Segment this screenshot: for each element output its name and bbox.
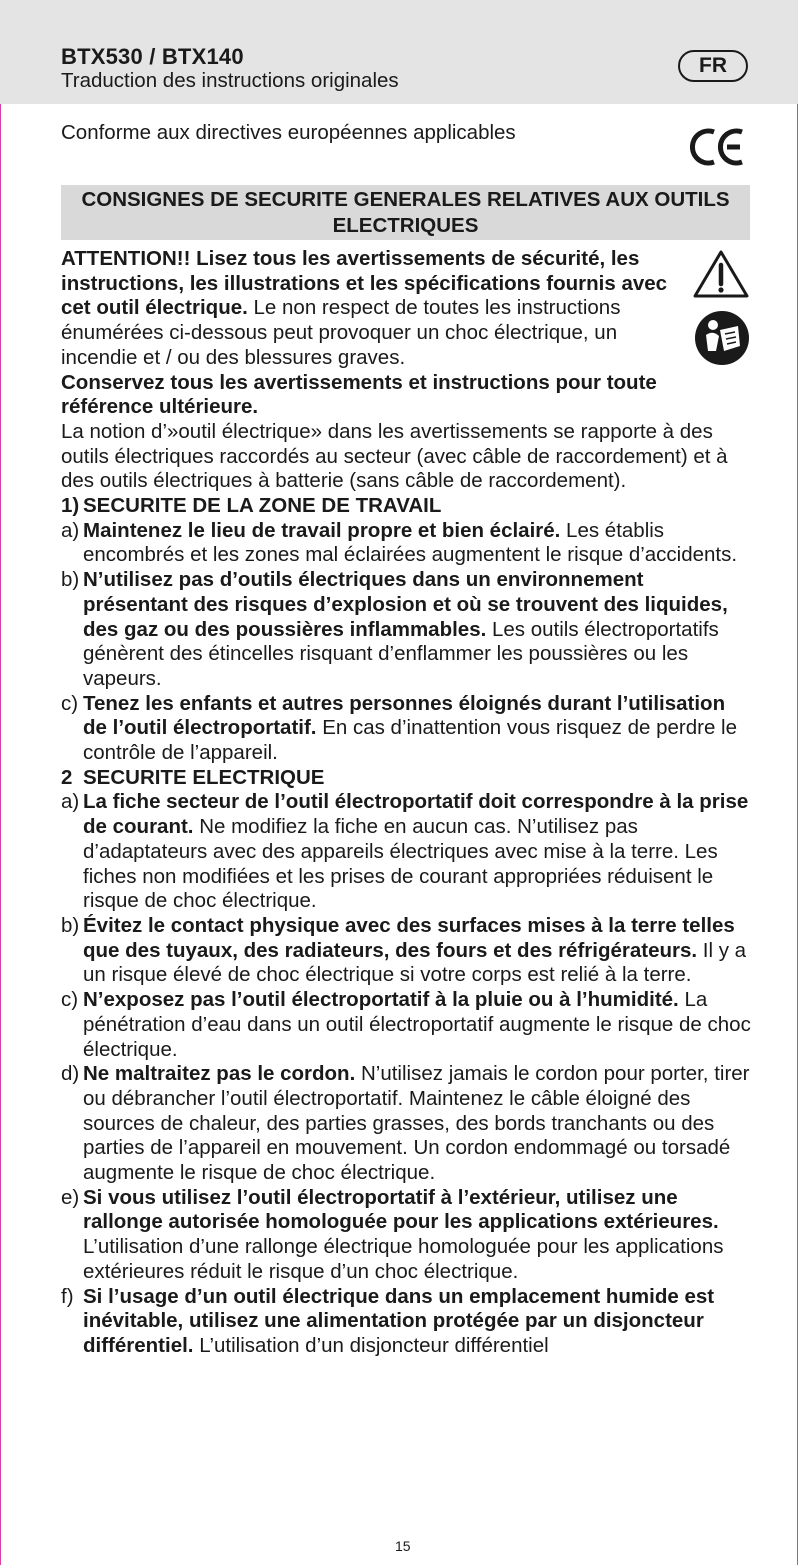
item-text: [83, 914, 751, 988]
item-bold: N’utilisez pas d’outils électriques dans un environnement présentant des risques d’explosion et où se trouvent des liquides, des gaz ou des poussières inflammables.: [83, 568, 728, 641]
section-heading: [61, 766, 751, 791]
item-marker: b): [61, 913, 80, 937]
item-body: Les établis encombrés et les zones mal éclairées augmentent le risque d’accidents.: [83, 518, 738, 567]
instructions-body: [61, 247, 751, 1359]
page-edge-left: [0, 0, 1, 1565]
item-bold: Ne maltraitez pas le cordon.: [83, 1062, 356, 1086]
item-bold: Évitez le contact physique avec des surfaces mises à la terre telles que des tuyaux, des radiateurs, des fours et des réfrigérateurs.: [83, 913, 735, 962]
page-number: 15: [395, 1538, 411, 1554]
item-marker: a): [61, 518, 80, 542]
section-heading-title: SECURITE ELECTRIQUE: [83, 765, 325, 789]
item-body: L’utilisation d’une rallonge électrique homologuée pour les applications extérieures réduit le risque d’un choc électrique.: [83, 1235, 724, 1283]
item-bold: Maintenez le lieu de travail propre et bien éclairé.: [83, 518, 561, 542]
list-item: [61, 692, 751, 766]
list-item: [61, 790, 751, 914]
list-item: [61, 519, 751, 568]
item-body: L’utilisation d’un disjoncteur différentiel: [193, 1333, 549, 1357]
item-bold: La fiche secteur de l’outil électroportatif doit correspondre à la prise de courant.: [83, 790, 749, 839]
item-body: N’utilisez jamais le cordon pour porter, tirer ou débrancher l’outil électroportatif. Maintenez le câble éloigné des sources de chaleur, des parties grasses, des bords tranchants ou des parties de l’appareil en mouvement. Un cordon endommagé ou torsadé augmente le risque de choc électrique.: [83, 1062, 750, 1185]
header-band: [0, 0, 798, 104]
item-text: [83, 1285, 751, 1359]
item-bold: Tenez les enfants et autres personnes éloignés durant l’utilisation de l’outil électroportatif.: [83, 691, 726, 740]
list-item: [61, 914, 751, 988]
subtitle: Traduction des instructions originales: [61, 69, 399, 92]
item-bold: Si vous utilisez l’outil électroportatif à l’extérieur, utilisez une rallonge autorisée homologuée pour les applications extérieures.: [83, 1185, 719, 1234]
item-body: La pénétration d’eau dans un outil électroportatif augmente le risque de choc électrique.: [83, 988, 751, 1061]
item-body: Les outils électroportatifs génèrent des étincelles risquant d’enflammer les poussières ou les vapeurs.: [83, 617, 719, 690]
item-body: Ne modifiez la fiche en aucun cas. N’utilisez pas d’adaptateurs avec des appareils électriques avec mise à la terre. Les fiches non modifiées et les prises de courant appropriées réduisent le risque de choc électrique.: [83, 815, 718, 913]
section-number: 1): [61, 494, 80, 518]
item-marker: d): [61, 1062, 80, 1086]
warning-text: Le non respect de toutes les instructions énumérées ci-dessous peut provoquer un choc électrique, un incendie et / ou des blessures graves.: [61, 296, 621, 369]
section-title: CONSIGNES DE SECURITE GENERALES RELATIVES AUX OUTILS ELECTRIQUES: [61, 185, 750, 240]
list-item: [61, 1062, 751, 1186]
item-text: [83, 790, 751, 914]
item-bold: N’exposez pas l’outil électroportatif à la pluie ou à l’humidité.: [83, 988, 679, 1012]
item-text: [83, 1186, 751, 1285]
warning-bold: ATTENTION!! Lisez tous les avertissements de sécurité, les instructions, les illustrations et les spécifications fournis avec cet outil électrique.: [61, 247, 668, 320]
list-item: [61, 568, 751, 692]
item-text: [83, 519, 751, 568]
keep-notice: Conservez tous les avertissements et instructions pour toute référence ultérieure.: [61, 370, 657, 419]
list-item: [61, 1186, 751, 1285]
list-item: [61, 1285, 751, 1359]
model-title: BTX530 / BTX140: [61, 44, 244, 69]
ce-mark-icon: [690, 126, 748, 168]
item-marker: a): [61, 790, 80, 814]
section-heading-title: SECURITE DE LA ZONE DE TRAVAIL: [83, 494, 442, 518]
item-text: [83, 988, 751, 1062]
item-marker: b): [61, 568, 80, 592]
item-bold: Si l’usage d’un outil électrique dans un emplacement humide est inévitable, utilisez une alimentation protégée par un disjoncteur différentiel.: [83, 1284, 715, 1357]
language-badge: FR: [678, 50, 748, 82]
item-text: [83, 1062, 751, 1186]
item-marker: f): [61, 1284, 74, 1308]
list-item: [61, 988, 751, 1062]
section-number: 2: [61, 765, 73, 789]
item-marker: e): [61, 1185, 80, 1209]
item-body: En cas d’inattention vous risquez de perdre le contrôle de l’appareil.: [83, 716, 738, 765]
item-marker: c): [61, 691, 79, 715]
definition-paragraph: La notion d’»outil électrique» dans les avertissements se rapporte à des outils électriques raccordés au secteur (avec câble de raccordement) et à des outils électriques à batterie (sans câble de raccordement).: [61, 419, 728, 493]
item-body: Il y a un risque élevé de choc électrique si votre corps est relié à la terre.: [83, 938, 747, 987]
item-text: [83, 692, 751, 766]
item-marker: c): [61, 988, 79, 1012]
conformity-text: Conforme aux directives européennes applicables: [61, 121, 516, 144]
section-heading: [61, 494, 751, 519]
item-text: [83, 568, 751, 692]
warning-paragraph: [61, 247, 693, 371]
